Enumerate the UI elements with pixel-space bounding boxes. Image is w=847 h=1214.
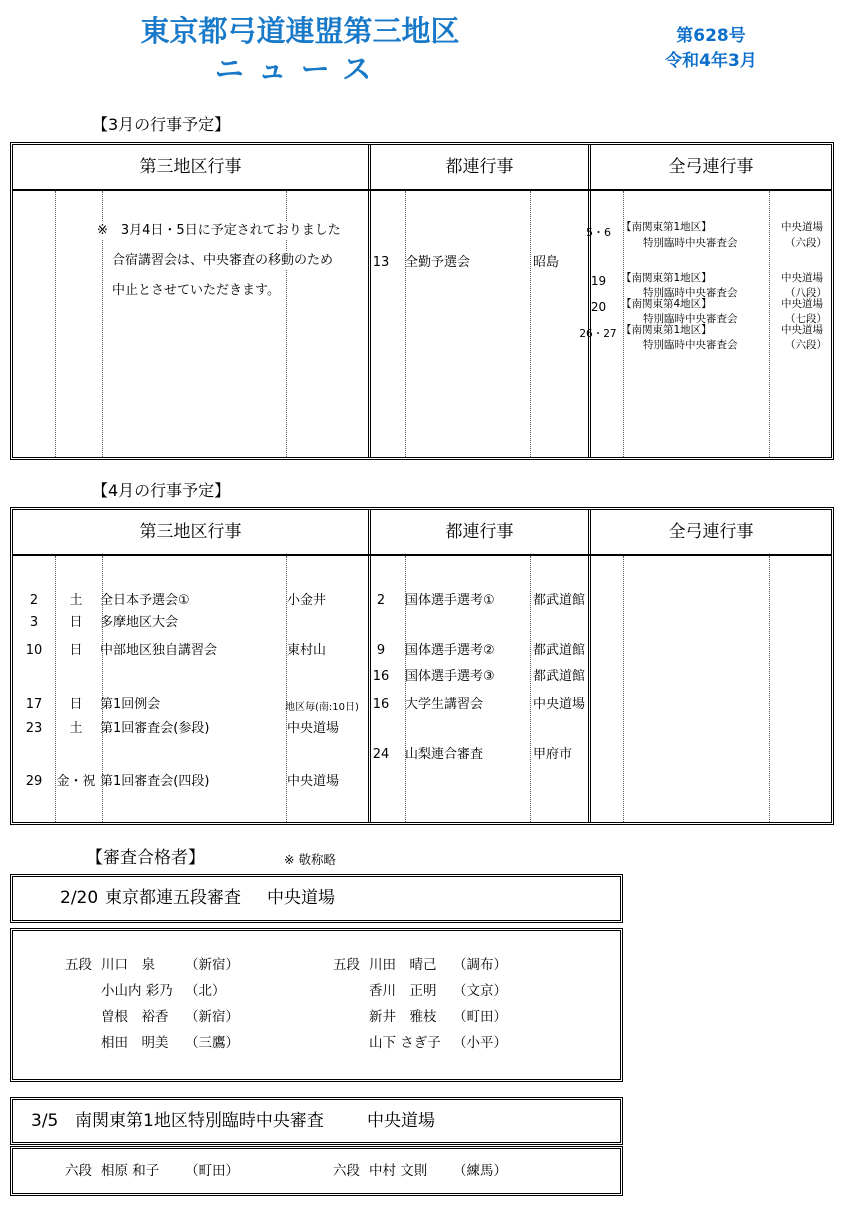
event-venue: 東村山 xyxy=(287,643,327,658)
passer-branch: （小平） xyxy=(453,1035,507,1051)
event-venue: 小金井 xyxy=(287,593,327,608)
passer-name: 香川 正明 xyxy=(369,983,437,999)
event-name: 第1回例会 xyxy=(100,697,161,712)
event-day: 17 xyxy=(25,697,43,712)
april-section-label: 【4月の行事予定】 xyxy=(92,481,231,500)
section-divider xyxy=(588,510,591,822)
event-org: 【南関東第1地区】 xyxy=(621,272,712,284)
event-venue: 都武道館 xyxy=(533,593,586,608)
passer-row xyxy=(333,1008,507,1026)
passer-row xyxy=(65,1162,239,1180)
column-divider-dotted xyxy=(530,191,531,457)
column-header-zenkyuren: 全弓連行事 xyxy=(668,157,754,177)
honorifics-note: ※ 敬称略 xyxy=(284,852,336,867)
column-divider-dotted xyxy=(769,191,770,457)
event-day: 20 xyxy=(590,300,607,314)
event-venue: 地区毎(南:10日) xyxy=(285,702,359,713)
passer-branch: （北） xyxy=(185,983,226,999)
event-name: 多摩地区大会 xyxy=(100,615,179,630)
passer-row xyxy=(65,956,239,974)
event-weekday: 日 xyxy=(69,615,83,630)
april-schedule-table xyxy=(10,507,834,825)
passer-rank: 六段 xyxy=(65,1163,92,1179)
passer-row xyxy=(333,956,507,974)
passer-row xyxy=(333,1162,507,1180)
event-day: 24 xyxy=(372,747,390,762)
event-venue: 中央道場 xyxy=(781,324,823,336)
passer-row xyxy=(65,1034,239,1052)
event-name: 山梨連合審査 xyxy=(405,747,484,762)
event-org: 【南関東第4地区】 xyxy=(621,298,712,310)
event-venue: 都武道館 xyxy=(533,669,586,684)
event-weekday: 土 xyxy=(69,721,83,736)
event-venue: 甲府市 xyxy=(533,747,573,762)
passers-section-label: 【審査合格者】 xyxy=(86,848,205,868)
event-day: 9 xyxy=(376,643,386,658)
event-name: 国体選手選考③ xyxy=(405,669,495,684)
issue-date: 令和4年3月 xyxy=(665,51,757,71)
event-grade: （八段） xyxy=(785,287,827,299)
passer-row xyxy=(65,982,226,1000)
passer-row xyxy=(65,1008,239,1026)
march-note-line: 合宿講習会は、中央審査の移動のため xyxy=(112,252,336,270)
passer-branch: （町田） xyxy=(185,1163,239,1179)
event-name: 第1回審査会(参段) xyxy=(100,721,210,736)
passer-name: 山下 さぎ子 xyxy=(369,1035,441,1051)
exam-venue: 中央道場 xyxy=(267,888,335,908)
event-name: 全日本予選会① xyxy=(100,593,190,608)
passer-row xyxy=(333,982,507,1000)
event-day: 13 xyxy=(372,255,390,270)
table-header-row xyxy=(13,145,831,191)
event-day: 2 xyxy=(29,593,39,608)
newsletter-title-line2: ニュース xyxy=(214,52,386,86)
event-day: 2 xyxy=(376,593,386,608)
section-divider xyxy=(368,145,371,457)
passer-branch: （新宿） xyxy=(185,957,239,973)
event-name: 第1回審査会(四段) xyxy=(100,774,210,789)
table-header-row xyxy=(13,510,831,556)
event-name: 全勤予選会 xyxy=(405,255,471,270)
event-name: 特別臨時中央審査会 xyxy=(643,237,738,249)
passer-name: 中村 文則 xyxy=(369,1163,428,1179)
event-day: 5・6 xyxy=(586,226,611,239)
issue-block xyxy=(645,24,777,74)
exam-name: 南関東第1地区特別臨時中央審査 xyxy=(75,1111,324,1131)
column-header-district: 第三地区行事 xyxy=(139,522,242,542)
passer-branch: （町田） xyxy=(453,1009,507,1025)
passer-row xyxy=(333,1034,507,1052)
passer-rank: 五段 xyxy=(333,957,360,973)
event-venue: 都武道館 xyxy=(533,643,586,658)
march-note-line: 中止とさせていただきます。 xyxy=(112,282,283,300)
passer-name: 新井 雅枝 xyxy=(369,1009,437,1025)
column-header-toren: 都連行事 xyxy=(445,522,514,542)
event-name: 国体選手選考① xyxy=(405,593,495,608)
event-name: 国体選手選考② xyxy=(405,643,495,658)
event-name: 中部地区独自講習会 xyxy=(100,643,218,658)
event-org: 【南関東第1地区】 xyxy=(621,324,712,336)
event-day: 16 xyxy=(372,669,390,684)
section-divider xyxy=(368,510,371,822)
passer-branch: （調布） xyxy=(453,957,507,973)
newsletter-title-line1: 東京都弓道連盟第三地区 xyxy=(140,14,460,48)
exam-date: 2/20 xyxy=(60,888,99,908)
passer-branch: （文京） xyxy=(453,983,507,999)
passer-name: 相田 明美 xyxy=(101,1035,169,1051)
passer-name: 川田 晴己 xyxy=(369,957,437,973)
march-section-label: 【3月の行事予定】 xyxy=(92,115,231,134)
newsletter-title xyxy=(55,12,545,88)
exam2-header-box xyxy=(10,1097,623,1145)
passer-name: 川口 泉 xyxy=(101,957,155,973)
exam-venue: 中央道場 xyxy=(367,1111,435,1131)
event-day: 26・27 xyxy=(579,328,617,340)
column-divider-dotted xyxy=(405,191,406,457)
event-grade: （七段） xyxy=(785,313,827,325)
event-name: 特別臨時中央審査会 xyxy=(643,313,738,325)
march-schedule-table xyxy=(10,142,834,460)
march-note-line: ※ 3月4日・5日に予定されておりました xyxy=(97,222,344,240)
passer-branch: （三鷹） xyxy=(185,1035,239,1051)
event-weekday: 土 xyxy=(69,593,83,608)
event-grade: （六段） xyxy=(785,237,827,249)
event-day: 3 xyxy=(29,615,39,630)
exam2-names-box xyxy=(10,1146,623,1196)
exam-name: 東京都連五段審査 xyxy=(105,888,241,908)
event-grade: （六段） xyxy=(785,339,827,351)
exam-date: 3/5 xyxy=(31,1111,59,1131)
event-weekday: 日 xyxy=(69,697,83,712)
exam1-names-box xyxy=(10,928,623,1082)
event-name: 特別臨時中央審査会 xyxy=(643,339,738,351)
passer-name: 相原 和子 xyxy=(101,1163,160,1179)
passer-rank: 五段 xyxy=(65,957,92,973)
column-divider-dotted xyxy=(530,556,531,822)
event-venue: 中央道場 xyxy=(781,221,823,233)
event-day: 16 xyxy=(372,697,390,712)
event-weekday: 日 xyxy=(69,643,83,658)
passer-branch: （新宿） xyxy=(185,1009,239,1025)
event-day: 23 xyxy=(25,721,43,736)
event-day: 29 xyxy=(25,774,43,789)
event-venue: 中央道場 xyxy=(287,721,340,736)
passer-branch: （練馬） xyxy=(453,1163,507,1179)
event-venue: 中央道場 xyxy=(781,272,823,284)
event-venue: 中央道場 xyxy=(287,774,340,789)
event-venue: 中央道場 xyxy=(781,298,823,310)
column-divider-dotted xyxy=(769,556,770,822)
issue-number: 第628号 xyxy=(676,26,746,46)
column-divider-dotted xyxy=(623,556,624,822)
exam1-header-box xyxy=(10,874,623,923)
passer-name: 曽根 裕香 xyxy=(101,1009,169,1025)
column-divider-dotted xyxy=(55,191,56,457)
column-header-toren: 都連行事 xyxy=(445,157,514,177)
event-org: 【南関東第1地区】 xyxy=(621,221,712,233)
passer-name: 小山内 彩乃 xyxy=(101,983,173,999)
passer-rank: 六段 xyxy=(333,1163,360,1179)
event-weekday: 金・祝 xyxy=(56,774,96,789)
event-venue: 中央道場 xyxy=(533,697,586,712)
event-day: 10 xyxy=(25,643,43,658)
event-venue: 昭島 xyxy=(533,255,560,270)
column-header-district: 第三地区行事 xyxy=(139,157,242,177)
column-header-zenkyuren: 全弓連行事 xyxy=(668,522,754,542)
event-name: 大学生講習会 xyxy=(405,697,484,712)
event-day: 19 xyxy=(590,274,607,288)
event-name: 特別臨時中央審査会 xyxy=(643,287,738,299)
